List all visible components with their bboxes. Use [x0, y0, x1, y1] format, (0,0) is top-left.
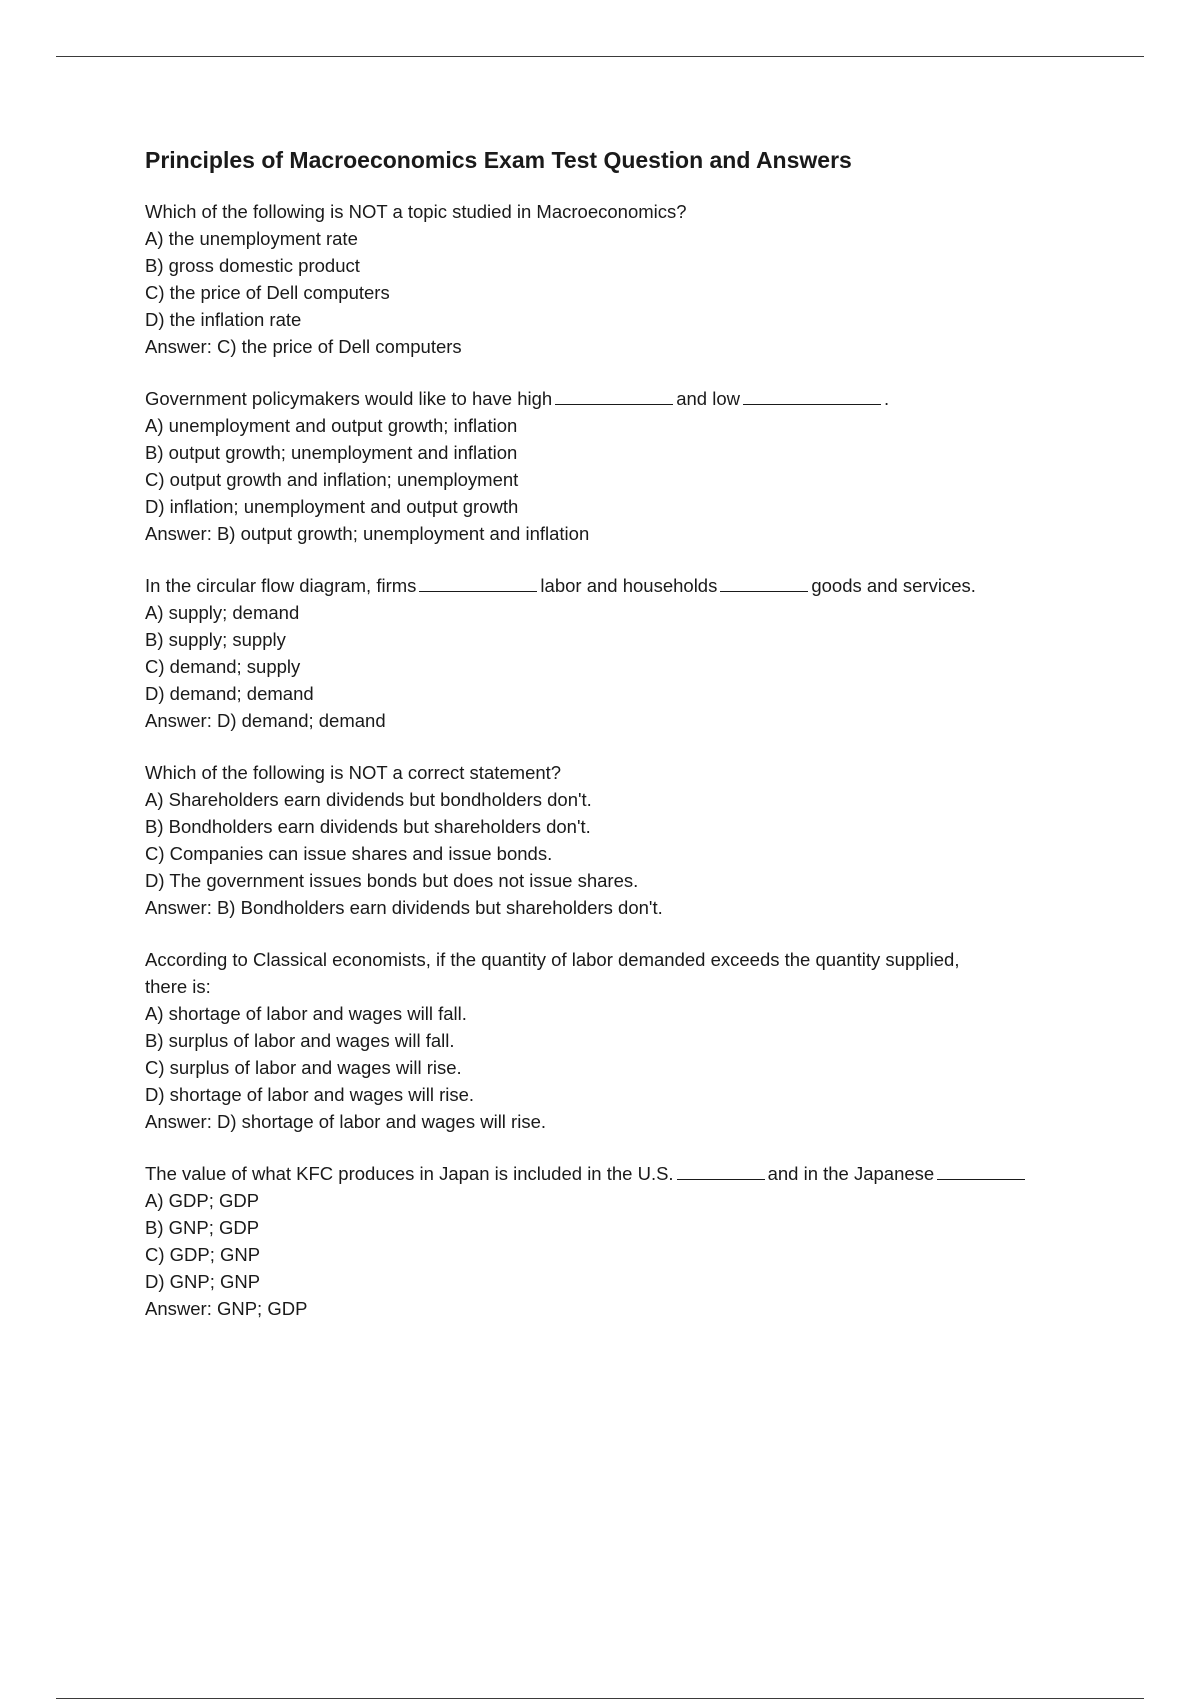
answer-option: B) supply; supply: [145, 629, 286, 650]
answer-option: C) surplus of labor and wages will rise.: [145, 1057, 462, 1078]
correct-answer: Answer: B) Bondholders earn dividends but shareholders don't.: [145, 897, 663, 918]
correct-answer: Answer: B) output growth; unemployment and inflation: [145, 523, 590, 544]
question-prompt: [145, 1160, 1105, 1187]
top-rule: [56, 56, 1144, 57]
question-prompt: Which of the following is NOT a correct statement?: [145, 762, 562, 783]
answer-option: B) output growth; unemployment and inflation: [145, 442, 518, 463]
question-prompt: [145, 572, 1105, 599]
question-block: [145, 198, 1105, 360]
answer-option: B) GNP; GDP: [145, 1217, 260, 1238]
answer-option: B) gross domestic product: [145, 255, 360, 276]
answer-option: D) the inflation rate: [145, 309, 302, 330]
question-block: [145, 572, 1105, 734]
answer-option: A) supply; demand: [145, 602, 300, 623]
question-block: [145, 946, 1105, 1135]
bottom-rule: [56, 1698, 1144, 1699]
answer-option: C) demand; supply: [145, 656, 301, 677]
prompt-text: and in the Japanese: [767, 1163, 935, 1184]
question-block: [145, 759, 1105, 921]
question-prompt: [145, 385, 1105, 412]
prompt-text: labor and households: [540, 575, 718, 596]
document-body: [145, 146, 1105, 1347]
prompt-text: Government policymakers would like to have high: [145, 388, 553, 409]
answer-option: A) unemployment and output growth; inflation: [145, 415, 518, 436]
answer-option: B) Bondholders earn dividends but shareholders don't.: [145, 816, 591, 837]
answer-option: C) GDP; GNP: [145, 1244, 261, 1265]
document-title: Principles of Macroeconomics Exam Test Question and Answers: [145, 147, 852, 173]
question-block: [145, 385, 1105, 547]
answer-option: D) demand; demand: [145, 683, 314, 704]
answer-option: A) Shareholders earn dividends but bondholders don't.: [145, 789, 592, 810]
prompt-text: goods and services.: [811, 575, 976, 596]
answer-blank: [743, 387, 881, 405]
prompt-text: In the circular flow diagram, firms: [145, 575, 417, 596]
answer-option: B) surplus of labor and wages will fall.: [145, 1030, 455, 1051]
correct-answer: Answer: D) shortage of labor and wages will rise.: [145, 1111, 547, 1132]
answer-option: A) the unemployment rate: [145, 228, 358, 249]
answer-blank: [677, 1162, 765, 1180]
question-block: [145, 1160, 1105, 1322]
answer-option: C) Companies can issue shares and issue bonds.: [145, 843, 553, 864]
answer-blank: [555, 387, 673, 405]
answer-option: D) The government issues bonds but does not issue shares.: [145, 870, 639, 891]
prompt-text: and low: [676, 388, 740, 409]
correct-answer: Answer: GNP; GDP: [145, 1298, 308, 1319]
question-prompt-continued: there is:: [145, 976, 211, 997]
prompt-text: The value of what KFC produces in Japan is included in the U.S.: [145, 1163, 674, 1184]
answer-option: A) GDP; GDP: [145, 1190, 260, 1211]
answer-option: C) the price of Dell computers: [145, 282, 390, 303]
answer-option: D) GNP; GNP: [145, 1271, 261, 1292]
answer-blank: [720, 574, 808, 592]
answer-blank: [937, 1162, 1025, 1180]
answer-option: A) shortage of labor and wages will fall.: [145, 1003, 467, 1024]
prompt-text: .: [883, 388, 890, 409]
answer-option: D) inflation; unemployment and output growth: [145, 496, 519, 517]
answer-blank: [419, 574, 537, 592]
correct-answer: Answer: D) demand; demand: [145, 710, 386, 731]
correct-answer: Answer: C) the price of Dell computers: [145, 336, 462, 357]
answer-option: D) shortage of labor and wages will rise.: [145, 1084, 475, 1105]
question-prompt: Which of the following is NOT a topic studied in Macroeconomics?: [145, 201, 687, 222]
question-prompt: According to Classical economists, if the quantity of labor demanded exceeds the quantity supplied,: [145, 949, 960, 970]
answer-option: C) output growth and inflation; unemployment: [145, 469, 519, 490]
